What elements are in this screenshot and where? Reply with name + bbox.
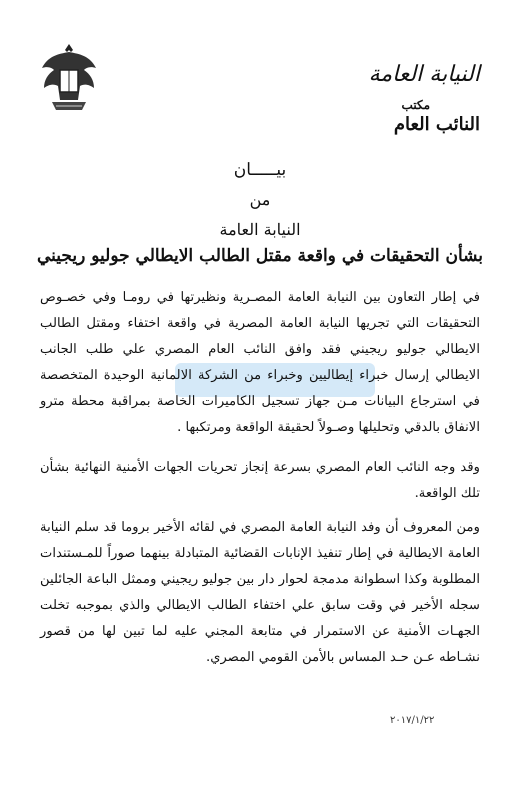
from-label: من bbox=[249, 190, 271, 209]
document-date: ٢٠١٧/١/٢٢ bbox=[390, 715, 435, 726]
subject-line: بشأن التحقيقات في واقعة مقتل الطالب الايطالي جوليو ريجيني bbox=[36, 246, 484, 266]
eagle-emblem-icon bbox=[38, 40, 100, 118]
office-title: النائب العام bbox=[393, 114, 480, 135]
paragraph-1: في إطار التعاون بين النيابة العامة المصـرية ونظيرتها في رومـا وفي خصـوص التحقيقات التي تجريها النيابة العامة المصرية في واقعة اختفاء ومقتل الطالب الايطالي جوليو ريجيني فقد وافق النائب العام المصري علي طلب الجانب الايطالي إرسال خبراء إيطاليين وخبراء من الشركة الالمانية الوحيدة المتخصصة في استرجاع البيانات مـن جهاز تسجيل الكاميرات الخاصة بمراقبة محطة مترو الانفاق بالدقي وتحليلها وصـولاً لحقيقة الواقعة ومرتكبها . bbox=[40, 290, 480, 435]
statement-heading: بيـــــان bbox=[233, 160, 287, 180]
paragraph-3: ومن المعروف أن وفد النيابة العامة المصري في لقائه الأخير بروما قد سلم النيابة العامة الايطالية في إطار تنفيذ الإنابات القضائية المتبادلة بينهما صوراً للمـستندات المطلوبة وكذا اسطوانة مدمجة لحوار دار بين جوليو ريجيني وممثل الباعة الجائلين سجله الأخير في وقت سابق علي اختفاء الطالب الايطالي والذي بموجبه تخلت الجهـات الأمنية عن الاستمرار في متابعة المجني عليه لما تبين لها من قصور نشـاطه عـن حـد المساس بالأمن القومي المصري. bbox=[40, 520, 480, 665]
issuer-label: النيابة العامة bbox=[219, 220, 301, 239]
authority-name: النيابة العامة bbox=[368, 62, 480, 87]
paragraph-2: وقد وجه النائب العام المصري بسرعة إنجاز تحريات الجهات الأمنية النهائية بشأن تلك الواقعة. bbox=[40, 460, 480, 501]
office-label: مكتب bbox=[401, 98, 430, 112]
